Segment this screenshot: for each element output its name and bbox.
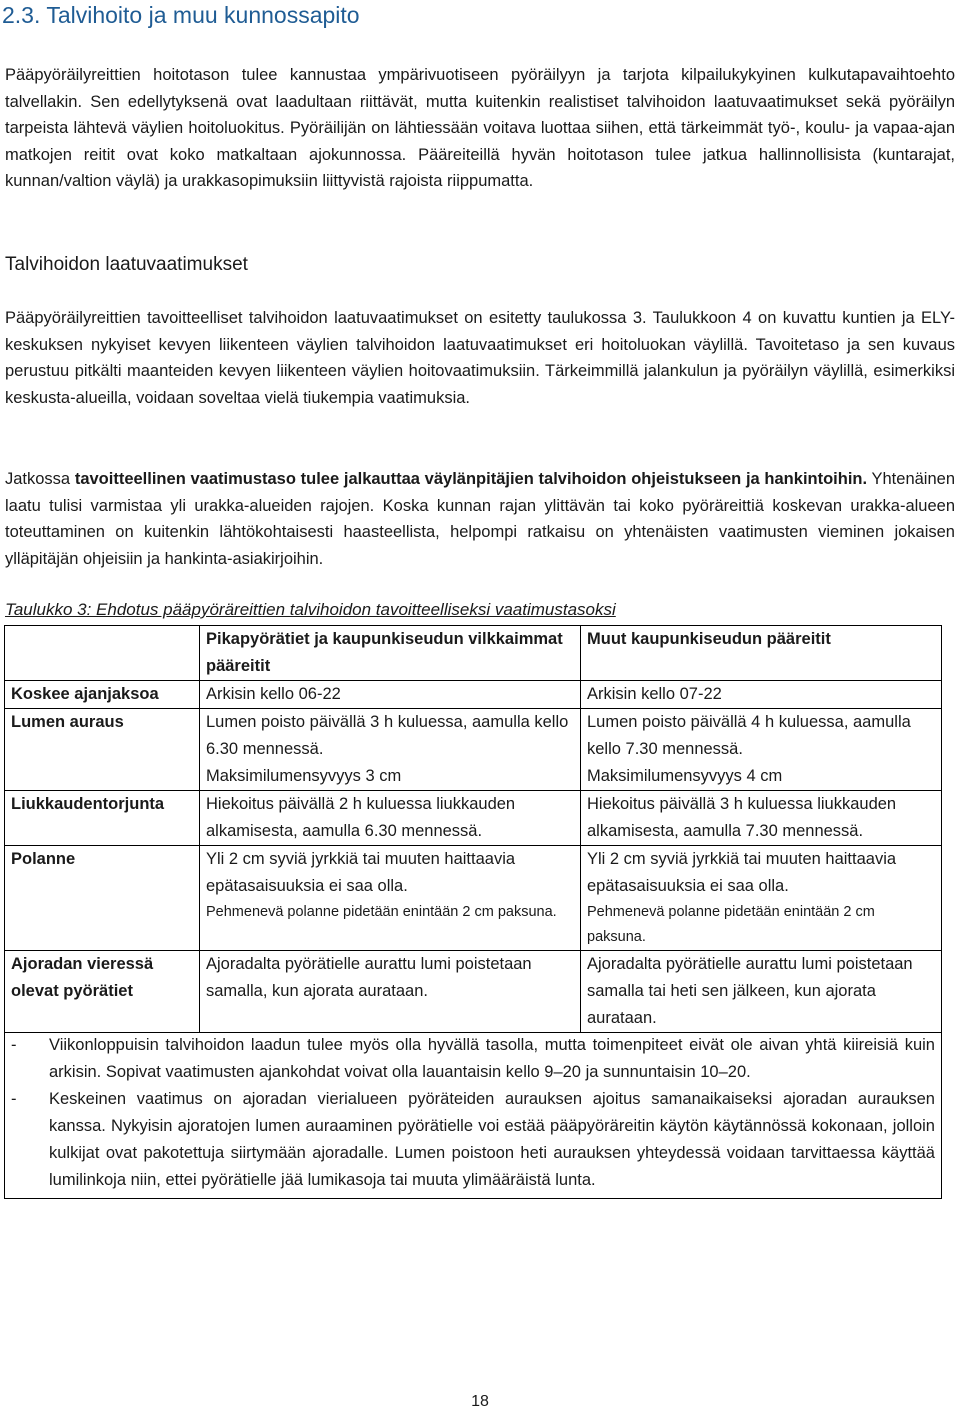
cell-small-text: Pehmenevä polanne pidetään enintään 2 cm paksuna. — [587, 904, 875, 945]
cell-text: Maksimilumensyvyys 3 cm — [206, 767, 402, 785]
cell-fast — [200, 846, 581, 951]
cell-text: Ajoradalta pyörätielle aurattu lumi poistetaan samalla, kun ajorata aurataan. — [206, 955, 532, 1000]
cell-text: Hiekoitus päivällä 2 h kuluessa liukkauden alkamisesta, aamulla 6.30 mennessä. — [206, 795, 516, 840]
cell-fast — [200, 791, 581, 846]
row-label: Ajoradan vieressä olevat pyörätiet — [5, 951, 200, 1033]
table-caption: Taulukko 3: Ehdotus pääpyöräreittien talvihoidon tavoitteelliseksi vaatimustasoksi — [5, 600, 616, 619]
cell-text: Ajoradalta pyörätielle aurattu lumi poistetaan samalla tai heti sen jälkeen, kun ajorata aurataan. — [587, 955, 913, 1027]
header-fast-routes: Pikapyörätiet ja kaupunkiseudun vilkkaimmat pääreitit — [200, 626, 581, 681]
cell-other — [581, 951, 942, 1033]
note-item — [5, 1086, 941, 1194]
table-row — [5, 951, 942, 1033]
paragraph-3-pre: Jatkossa — [5, 470, 75, 488]
paragraph-3 — [5, 466, 955, 572]
cell-text: Arkisin kello 07-22 — [587, 685, 722, 703]
cell-text: Arkisin kello 06-22 — [206, 685, 341, 703]
table-row — [5, 846, 942, 951]
header-other-routes: Muut kaupunkiseudun pääreitit — [581, 626, 942, 681]
row-label: Lumen auraus — [5, 709, 200, 791]
paragraph-1-b: Pyöräilijän on lähtiessään voitava luottaa siihen, että tärkeimmät työ-, koulu- ja vapaa-ajan matkojen reitit ovat koko matkaltaan ajokunnossa. Pääreiteillä hyvän hoitotason tulee jatkua hallinnollisista (kuntarajat, kunnan/valtion väylä) ja urakkasopimuksiin liittyvistä rajoista riippumatta. — [5, 119, 955, 190]
cell-text: Lumen poisto päivällä 3 h kuluessa, aamulla kello 6.30 mennessä. — [206, 713, 569, 758]
paragraph-3-bold: tavoitteellinen vaatimustaso tulee jalkauttaa väylänpitäjien talvihoidon ohjeistukseen ja hankintoihin. — [74, 470, 868, 488]
row-label: Liukkaudentorjunta — [5, 791, 200, 846]
subheading: Talvihoidon laatuvaatimukset — [5, 254, 248, 275]
note-dash: - — [11, 1036, 17, 1054]
cell-other — [581, 791, 942, 846]
cell-fast — [200, 951, 581, 1033]
cell-text: Yli 2 cm syviä jyrkkiä tai muuten haittaavia epätasaisuuksia ei saa olla. — [206, 850, 516, 895]
paragraph-3-post: Yhtenäinen laatu tulisi varmistaa yli urakka-alueiden rajojen. Koska kunnan rajan ylittävän tai koko pyöräreittiä koskevan urakka-alueen toteuttaminen on kuitenkin lähtökohtaisesti haasteellista, helpompi ratkaisu on yhtenäisten vaatimusten vieminen jokaisen ylläpitäjän ohjeisiin ja hankinta-asiakirjoihin. — [5, 470, 955, 568]
row-label: Koskee ajanjaksoa — [5, 681, 200, 709]
cell-text: Hiekoitus päivällä 3 h kuluessa liukkauden alkamisesta, aamulla 7.30 mennessä. — [587, 795, 897, 840]
paragraph-1 — [5, 62, 955, 195]
cell-other — [581, 681, 942, 709]
cell-text: Lumen poisto päivällä 4 h kuluessa, aamulla kello 7.30 mennessä. — [587, 713, 911, 758]
note-dash: - — [11, 1090, 17, 1108]
requirements-table — [4, 625, 942, 1033]
note-text: Keskeinen vaatimus on ajoradan vierialueen pyöräteiden aurauksen ajoitus samanaikaiseksi ajoradan aurauksen kanssa. Nykyisin ajoratojen lumen auraaminen pyörätielle voi estää pääpyöräreitin käytön käytännössä kokonaan, jolloin kulkijat ovat pakotettuja siirtymään ajoradalle. Lumen poistoon heti aurauksen yhteydessä voidaan tarvittaessa käyttää lumilinkoja niin, ettei pyörätielle jää lumikasoja tai muuta ylimääräistä lunta. — [49, 1090, 935, 1189]
cell-text: Yli 2 cm syviä jyrkkiä tai muuten haittaavia epätasaisuuksia ei saa olla. — [587, 850, 897, 895]
section-heading: 2.3. Talvihoito ja muu kunnossapito — [2, 2, 360, 28]
paragraph-1-a: Pääpyöräilyreittien hoitotason tulee kannustaa ympärivuotiseen pyöräilyyn ja tarjota kilpailukykyinen kulkutapavaihtoehto talvellakin. Sen edellytyksenä ovat laadultaan riittävät, mutta kuitenkin realistiset talvihoidon laatuvaatimukset sekä pyöräilyn tarpeista lähtevä väylien hoitoluokitus. — [5, 66, 955, 137]
cell-other — [581, 709, 942, 791]
cell-small-text: Pehmenevä polanne pidetään enintään 2 cm paksuna. — [206, 904, 557, 920]
cell-fast — [200, 709, 581, 791]
page-number: 18 — [471, 1393, 489, 1410]
table-header-row — [5, 626, 942, 681]
table-notes — [4, 1032, 942, 1199]
header-empty — [5, 626, 200, 681]
row-label: Polanne — [5, 846, 200, 951]
table-row — [5, 791, 942, 846]
note-text: Viikonloppuisin talvihoidon laadun tulee myös olla hyvällä tasolla, mutta toimenpiteet eivät ole aivan yhtä kiireisiä kuin arkisin. Sopivat vaatimusten ajankohdat voivat olla lauantaisin kello 9–20 ja sunnuntaisin 10–20. — [49, 1036, 935, 1081]
cell-other — [581, 846, 942, 951]
table-row — [5, 681, 942, 709]
table-row — [5, 709, 942, 791]
cell-fast — [200, 681, 581, 709]
cell-text: Maksimilumensyvyys 4 cm — [587, 767, 783, 785]
note-item — [5, 1032, 941, 1086]
paragraph-2: Pääpyöräilyreittien tavoitteelliset talvihoidon laatuvaatimukset on esitetty taulukossa 3. Taulukkoon 4 on kuvattu kuntien ja ELY-keskuksen nykyiset kevyen liikenteen väylien talvihoidon laatuvaatimukset eri hoitoluokan väylillä. Tavoitetaso ja sen kuvaus perustuu pitkälti maanteiden kevyen liikenteen väylien hoitovaatimuksiin. Tärkeimmillä jalankulun ja pyöräilyn väylillä, esimerkiksi keskusta-alueilla, voidaan soveltaa vielä tiukempia vaatimuksia. — [5, 309, 955, 407]
